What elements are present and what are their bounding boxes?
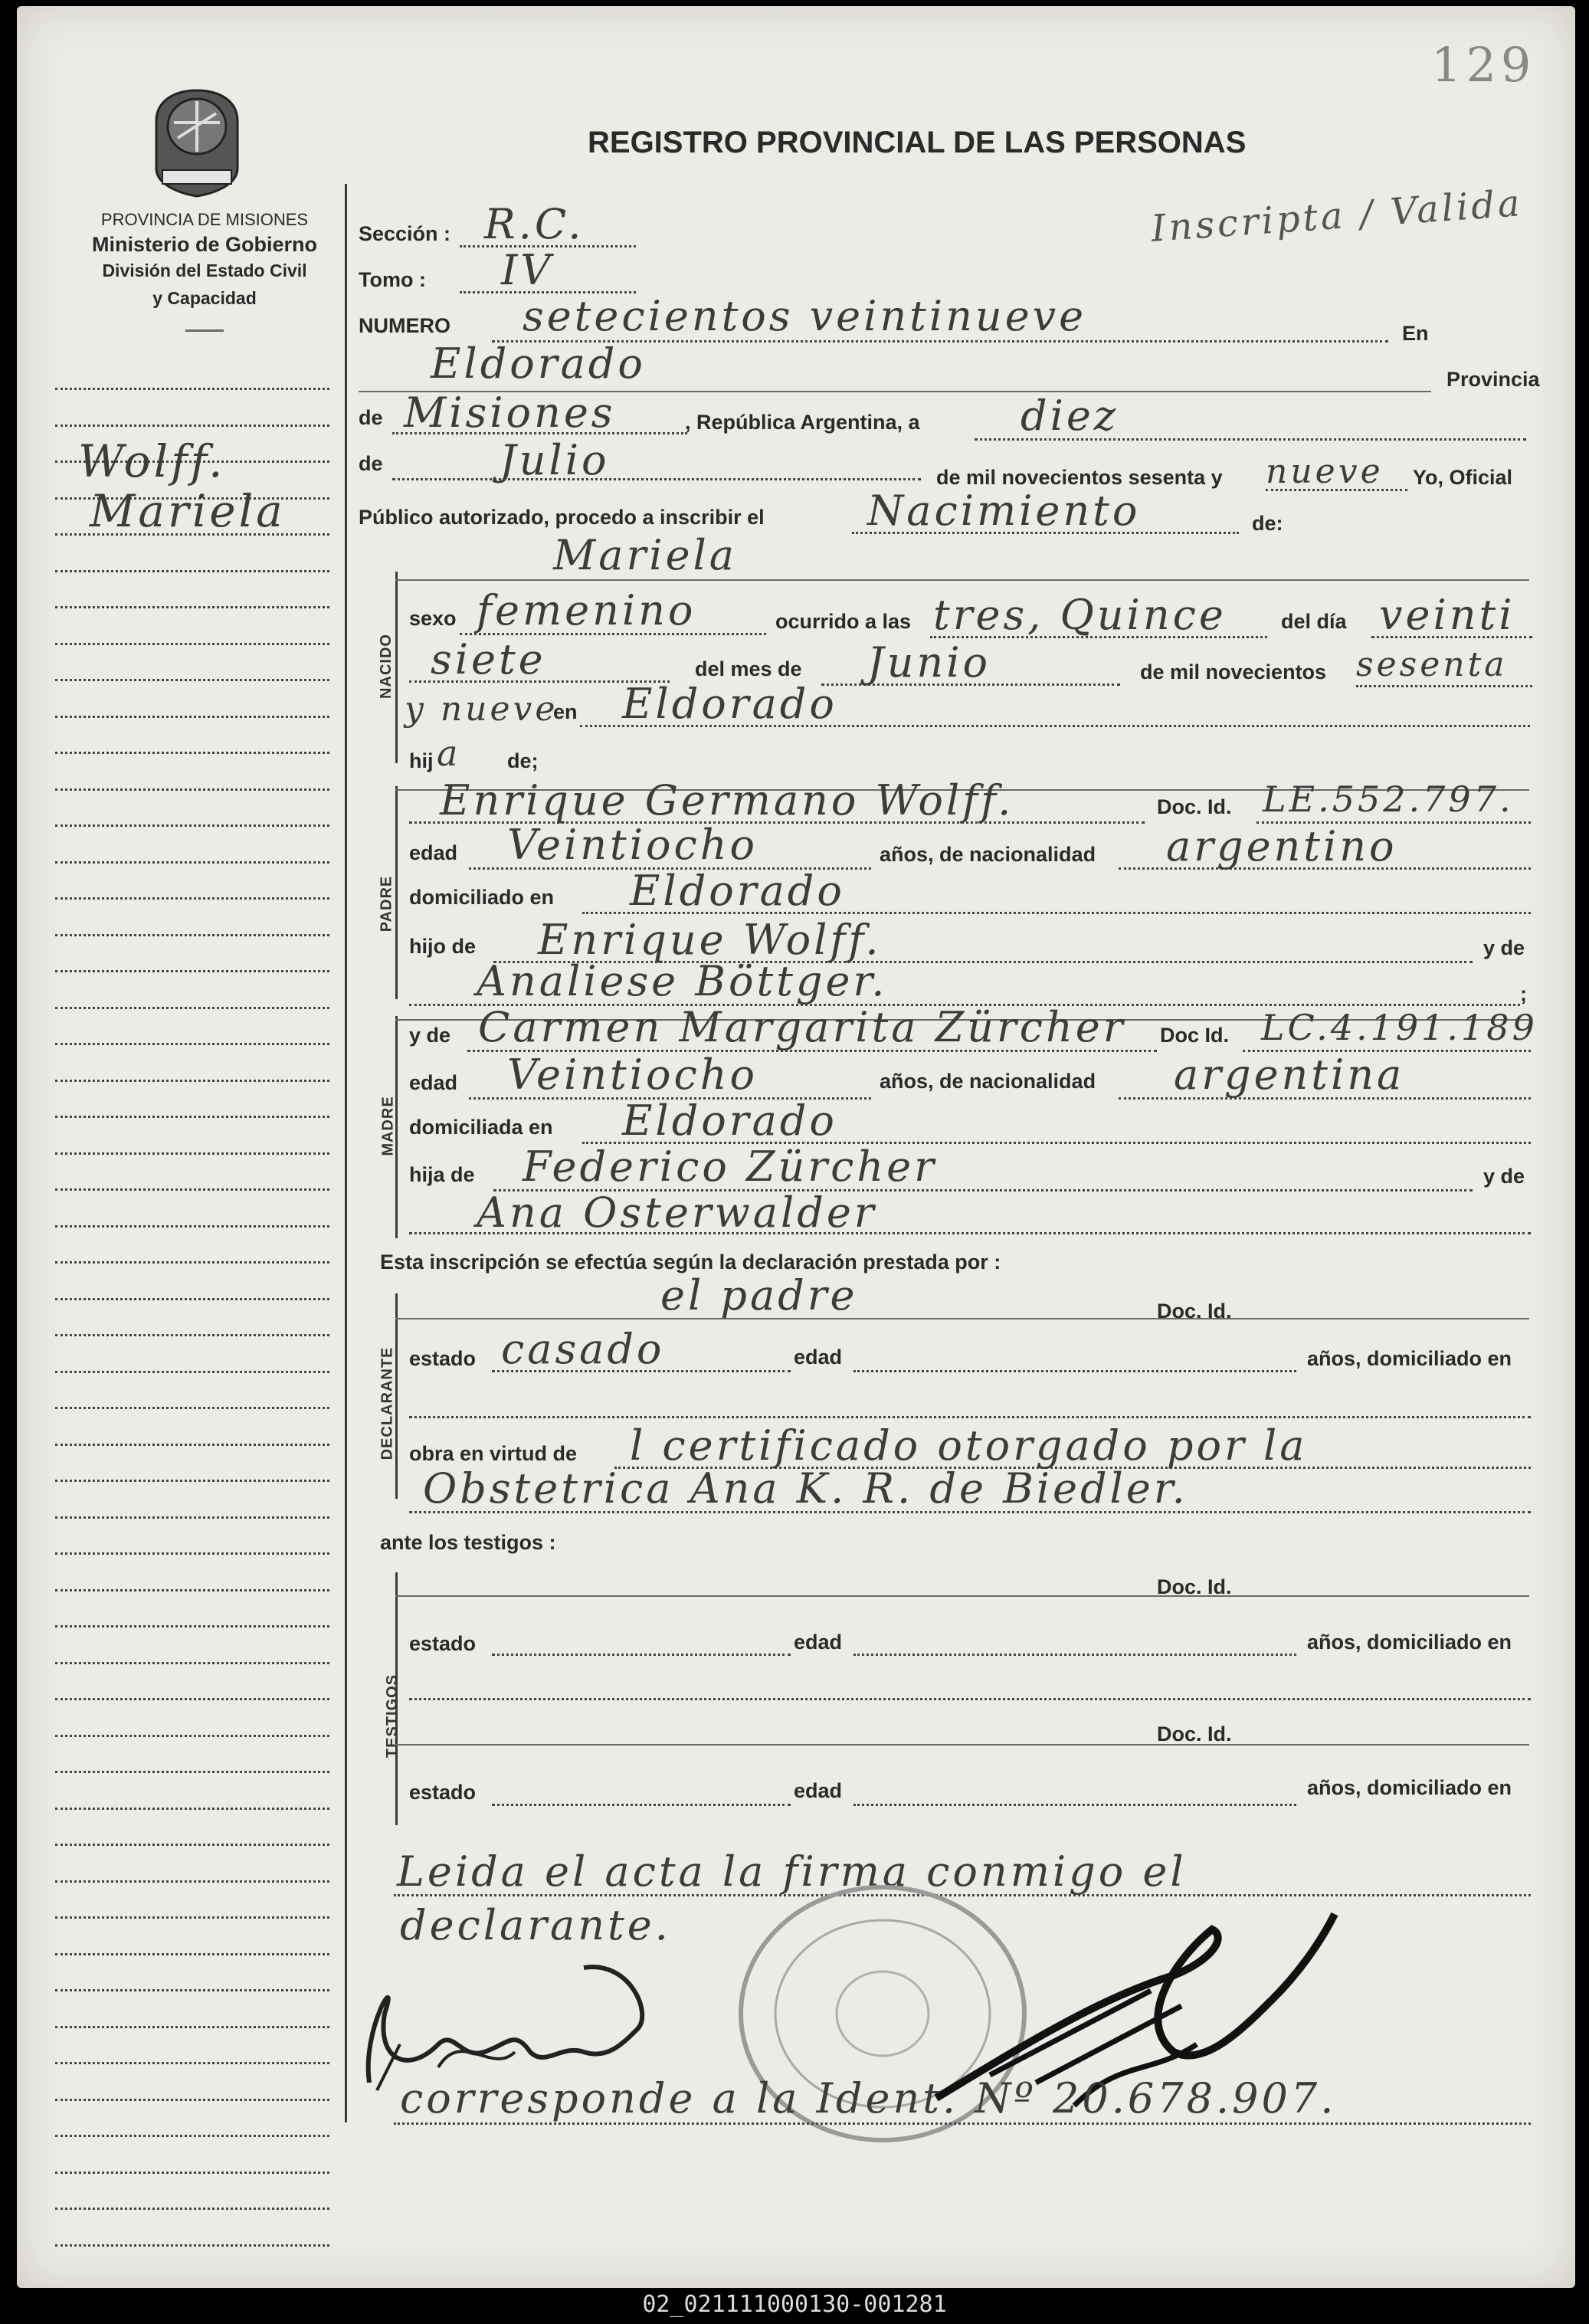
side-label-nacido: NACIDO — [377, 634, 395, 699]
value-dia-nac-2: siete — [431, 635, 546, 683]
line-testigo-2-edad — [853, 1804, 1296, 1806]
image-id-caption: 02_021111000130-001281 — [642, 2291, 947, 2318]
margin-given-name: Mariela — [90, 485, 286, 537]
value-dia: diez — [1021, 392, 1119, 440]
margin-rule-line — [55, 1407, 329, 1409]
margin-surname: Wolff. — [78, 435, 226, 487]
margin-rule-line — [55, 1735, 329, 1737]
line-testigo-2-estado — [492, 1804, 791, 1806]
value-anio: nueve — [1266, 452, 1384, 491]
margin-rule-line — [55, 1371, 329, 1373]
margin-rule-line — [55, 1989, 329, 1991]
label-padre-edad: edad — [409, 841, 458, 864]
margin-rule-line — [55, 643, 329, 645]
margin-rule-line — [55, 1188, 329, 1191]
margin-rule-line — [55, 1334, 329, 1336]
margin-rule-line — [55, 2208, 329, 2210]
padre-border — [395, 786, 398, 999]
value-padre-nac: argentino — [1166, 822, 1397, 870]
margin-rule-line — [55, 1298, 329, 1300]
margin-rule-line — [55, 1444, 329, 1446]
side-label-testigos: TESTIGOS — [384, 1673, 401, 1759]
margin-rule-line — [55, 861, 329, 864]
margin-rule-line — [55, 1516, 329, 1519]
left-header-line1: PROVINCIA DE MISIONES — [100, 210, 309, 229]
side-label-declarante: DECLARANTE — [378, 1346, 396, 1460]
margin-rule-line — [55, 1043, 329, 1045]
value-sexo: femenino — [477, 586, 696, 634]
margin-rule-line — [55, 1552, 329, 1555]
document-paper — [17, 6, 1575, 2288]
value-padre-dom: Eldorado — [630, 867, 845, 915]
margin-rule-line — [55, 1589, 329, 1591]
value-seccion: R.C. — [484, 200, 585, 248]
margin-rule-line — [55, 1625, 329, 1627]
value-hora: tres, Quince — [933, 591, 1227, 639]
line-corresponde — [394, 2122, 1531, 2125]
coat-of-arms-icon — [139, 84, 254, 199]
label-hij: hij — [409, 749, 434, 772]
inscription-annotation: Inscripta / Valida — [1149, 182, 1525, 251]
value-padre-padre: Enrique Wolff. — [538, 916, 882, 964]
margin-rule-line — [55, 716, 329, 718]
label-madre-y-de-2: y de — [1483, 1165, 1525, 1188]
line-declarante-dom — [409, 1416, 1531, 1418]
margin-rule-line — [55, 1698, 329, 1700]
line-testigo-1 — [395, 1595, 1529, 1597]
label-de-2: de — [359, 452, 383, 475]
margin-rule-line — [55, 1080, 329, 1082]
left-header-line2: Ministerio de Gobierno — [91, 233, 318, 256]
nacido-border — [395, 572, 398, 763]
label-obra: obra en virtud de — [409, 1442, 578, 1465]
margin-rule-line — [55, 2099, 329, 2101]
value-mes: Julio — [500, 436, 610, 484]
label-declarante-doc: Doc. Id. — [1157, 1300, 1232, 1323]
label-sexo: sexo — [409, 607, 457, 630]
value-mes-nac: Junio — [867, 638, 991, 687]
label-padre-nac: años, de nacionalidad — [880, 843, 1096, 866]
label-testigo-2-dom: años, domiciliado en — [1307, 1776, 1512, 1799]
value-madre-madre: Ana Osterwalder — [477, 1188, 877, 1237]
margin-rule-line — [55, 2172, 329, 2174]
main-border — [345, 184, 347, 2122]
value-lugar: Eldorado — [431, 339, 646, 388]
line-mes — [392, 478, 921, 480]
value-padre-doc: LE.552.797. — [1263, 778, 1514, 820]
value-madre-nombre: Carmen Margarita Zürcher — [478, 1003, 1126, 1051]
left-header-line4: y Capacidad — [152, 288, 257, 308]
line-anio-nac — [1356, 685, 1532, 687]
margin-rule-line — [55, 424, 329, 427]
label-semicolon: ; — [1520, 982, 1527, 1005]
line-nombre — [395, 579, 1529, 581]
value-lugar-nac: Eldorado — [622, 680, 837, 728]
line-testigo-1-edad — [853, 1654, 1296, 1656]
label-madre-edad: edad — [409, 1071, 458, 1094]
label-declarante-estado: estado — [409, 1347, 477, 1370]
value-madre-nac: argentina — [1174, 1051, 1405, 1099]
label-yo-oficial: Yo, Oficial — [1413, 466, 1513, 489]
margin-rule-line — [55, 679, 329, 681]
value-madre-edad: Veintiocho — [507, 1051, 758, 1099]
value-dia-nac-1: veinti — [1379, 591, 1515, 639]
label-testigo-2-estado: estado — [409, 1781, 477, 1804]
label-de-mil-2: de mil novecientos — [1140, 660, 1327, 683]
label-provincia: Provincia — [1446, 368, 1540, 391]
label-declarante-dom: años, domiciliado en — [1307, 1347, 1512, 1370]
margin-rule-line — [55, 1662, 329, 1664]
margin-rule-line — [55, 1116, 329, 1118]
value-tomo: IV — [501, 246, 554, 294]
side-label-padre: PADRE — [378, 875, 395, 933]
label-madre-nac: años, de nacionalidad — [880, 1070, 1096, 1093]
label-de-mil: de mil novecientos sesenta y — [936, 466, 1223, 489]
margin-rule-line — [55, 1844, 329, 1846]
margin-rule-line — [55, 752, 329, 754]
margin-rule-line — [55, 1771, 329, 1773]
value-declarante: el padre — [660, 1271, 858, 1319]
value-corresponde: corresponde a la Ident. Nº 20.678.907. — [400, 2074, 1337, 2122]
value-madre-dom: Eldorado — [622, 1096, 837, 1145]
label-ocurrido: ocurrido a las — [775, 610, 912, 633]
margin-rule-line — [55, 1480, 329, 1482]
label-testigo-2-doc: Doc. Id. — [1157, 1723, 1232, 1745]
value-madre-doc: LC.4.191.189 — [1261, 1007, 1538, 1048]
margin-rule-line — [55, 970, 329, 972]
margin-rule-line — [55, 1880, 329, 1883]
label-seccion: Sección : — [359, 222, 451, 245]
margin-rule-line — [55, 1953, 329, 1955]
value-nombre: Mariela — [553, 531, 737, 579]
value-padre-nombre: Enrique Germano Wolff. — [440, 776, 1014, 824]
value-hij-suffix: a — [437, 733, 461, 774]
label-en-lower: en — [553, 700, 578, 723]
page-number: 129 — [1431, 37, 1536, 93]
document-title: REGISTRO PROVINCIAL DE LAS PERSONAS — [588, 126, 1247, 159]
label-declarante-edad: edad — [794, 1346, 843, 1369]
label-testigo-1-edad: edad — [794, 1631, 843, 1654]
value-obra-1: l certificado otorgado por la — [630, 1421, 1308, 1470]
label-testigo-2-edad: edad — [794, 1779, 843, 1802]
margin-rule-line — [55, 1152, 329, 1155]
value-obra-2: Obstetrica Ana K. R. de Biedler. — [423, 1464, 1188, 1513]
label-tomo: Tomo : — [359, 268, 426, 291]
label-padre-dom: domiciliado en — [409, 886, 555, 909]
label-testigo-1-estado: estado — [409, 1632, 477, 1655]
label-de-colon: de: — [1252, 512, 1283, 535]
label-ante-testigos: ante los testigos : — [380, 1531, 556, 1554]
line-declarante-edad — [853, 1370, 1296, 1372]
label-en: En — [1402, 322, 1429, 345]
margin-rule-line — [55, 570, 329, 572]
value-leida-1: Leida el acta la firma conmigo el — [397, 1847, 1187, 1896]
margin-rule-line — [55, 1007, 329, 1009]
label-padre-hijo-de: hijo de — [409, 935, 476, 958]
margin-rule-line — [55, 1916, 329, 1919]
line-testigo-1-dom — [409, 1698, 1531, 1700]
margin-rule-line — [55, 1808, 329, 1810]
label-madre-y-de: y de — [409, 1024, 451, 1047]
line-declarante — [395, 1318, 1529, 1319]
left-header-line3: División del Estado Civil — [102, 261, 307, 280]
label-madre-hija-de: hija de — [409, 1163, 475, 1186]
label-padre-doc: Doc. Id. — [1157, 795, 1232, 818]
label-de-1: de — [359, 406, 383, 429]
label-del-dia: del día — [1281, 610, 1347, 633]
value-numero: setecientos veintinueve — [523, 292, 1087, 340]
margin-rule-line — [55, 1225, 329, 1228]
label-esta-inscripcion: Esta inscripción se efectúa según la declaración prestada por : — [380, 1251, 1001, 1273]
label-de-semi: de; — [507, 749, 539, 772]
line-testigo-2 — [395, 1744, 1529, 1745]
margin-rule-line — [55, 897, 329, 900]
value-declarante-estado: casado — [501, 1325, 665, 1373]
margin-rule-line — [55, 2062, 329, 2064]
value-padre-edad: Veintiocho — [507, 821, 758, 869]
label-del-mes: del mes de — [695, 657, 802, 680]
margin-rule-line — [55, 934, 329, 936]
label-publico: Público autorizado, procedo a inscribir el — [359, 506, 765, 529]
margin-rule-line — [55, 824, 329, 827]
margin-rule-line — [55, 2135, 329, 2137]
label-numero: NUMERO — [359, 314, 450, 337]
margin-rule-line — [55, 2244, 329, 2247]
label-testigo-1-doc: Doc. Id. — [1157, 1575, 1232, 1598]
label-republica: , República Argentina, a — [685, 411, 920, 434]
value-anio-nac-2: y nueve — [405, 690, 559, 729]
value-anio-nac-1: sesenta — [1356, 645, 1508, 684]
label-testigo-1-dom: años, domiciliado en — [1307, 1631, 1512, 1654]
margin-rule-line — [55, 1261, 329, 1264]
line-testigo-1-estado — [492, 1654, 791, 1656]
margin-rule-line — [55, 2026, 329, 2028]
side-label-madre: MADRE — [379, 1096, 397, 1156]
value-leida-2: declarante. — [400, 1901, 671, 1949]
margin-rule-line — [55, 788, 329, 791]
value-padre-madre: Analiese Böttger. — [477, 957, 888, 1005]
label-madre-dom: domiciliada en — [409, 1116, 553, 1139]
value-provincia: Misiones — [404, 388, 616, 437]
header-rule — [185, 329, 224, 332]
value-acto: Nacimiento — [867, 487, 1141, 535]
margin-rule-line — [55, 388, 329, 390]
margin-rule-line — [55, 606, 329, 608]
label-madre-doc: Doc Id. — [1160, 1024, 1230, 1047]
value-madre-padre: Federico Zürcher — [523, 1142, 937, 1191]
label-padre-y-de: y de — [1483, 936, 1525, 959]
